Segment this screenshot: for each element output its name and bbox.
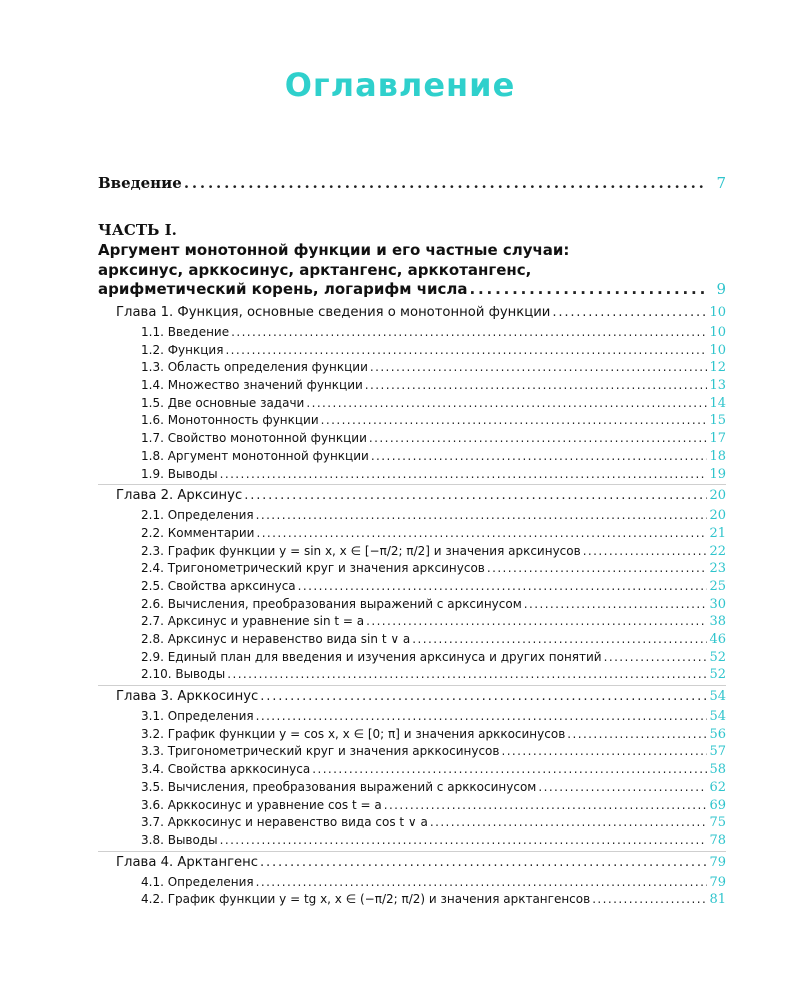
leader-dots <box>501 744 707 758</box>
leader-dots <box>592 892 707 906</box>
toc-entry-label: 2.8. Арксинус и неравенство вида sin t ∨ a <box>141 632 411 646</box>
table-of-contents <box>98 172 726 910</box>
chapter-block <box>98 851 726 910</box>
chapter-block <box>98 685 726 851</box>
toc-entry-label: 1.3. Область определения функции <box>141 360 368 375</box>
toc-entry-label: 1.1. Введение <box>141 325 230 339</box>
toc-entry-section[interactable] <box>98 632 726 650</box>
leader-dots <box>256 875 708 889</box>
toc-page-number: 10 <box>709 305 726 320</box>
toc-entry-label: 3.4. Свойства арккосинуса <box>141 762 311 777</box>
toc-page-number: 62 <box>709 779 726 795</box>
toc-entry-section[interactable] <box>98 360 726 378</box>
toc-entry-section[interactable] <box>98 467 726 485</box>
toc-page-number: 78 <box>709 832 726 848</box>
chapter-block <box>98 305 726 484</box>
toc-page-number: 21 <box>709 525 726 541</box>
toc-page-number: 52 <box>709 667 726 683</box>
leader-dots <box>538 780 707 794</box>
leader-dots <box>524 597 708 611</box>
toc-entry-section[interactable] <box>98 892 726 910</box>
toc-page-number: 46 <box>709 632 726 647</box>
toc-entry-section[interactable] <box>98 744 726 762</box>
toc-page-number: 38 <box>709 614 726 630</box>
toc-entry-section[interactable] <box>98 325 726 343</box>
toc-entry-label: 3.2. График функции y = cos x, x ∈ [0; π] и значения арккосинусов <box>141 726 566 741</box>
toc-entry-label: 2.3. График функции y = sin x, x ∈ [−π/2; π/2] и значения арксинусов <box>141 543 581 558</box>
toc-page-number: 56 <box>709 726 726 742</box>
toc-page-number: 22 <box>709 543 726 559</box>
leader-dots <box>231 325 707 339</box>
toc-page-number: 58 <box>709 762 726 778</box>
toc-entry-section[interactable] <box>98 833 726 851</box>
toc-entry-label: 2.4. Тригонометрический круг и значения арксинусов <box>141 561 485 576</box>
toc-entry-section[interactable] <box>98 579 726 597</box>
toc-page-number: 79 <box>709 854 726 870</box>
toc-page-number: 10 <box>709 325 726 340</box>
toc-entry-label: 2.5. Свойства арксинуса <box>141 578 296 593</box>
toc-entry-label: 2.1. Определения <box>141 508 254 523</box>
leader-dots <box>184 174 708 192</box>
toc-entry-section[interactable] <box>98 727 726 745</box>
leader-dots <box>256 526 707 540</box>
toc-entry-section[interactable] <box>98 526 726 544</box>
toc-entry-label: 3.3. Тригонометрический круг и значения арккосинусов <box>141 744 500 759</box>
toc-entry-label: 1.9. Выводы <box>141 466 218 481</box>
toc-entry-label: 4.1. Определения <box>141 874 254 889</box>
toc-entry-section[interactable] <box>98 449 726 467</box>
toc-entry-label: 3.8. Выводы <box>141 832 218 847</box>
leader-dots <box>470 280 708 298</box>
chapter-list <box>98 305 726 910</box>
toc-entry-part[interactable] <box>98 280 726 302</box>
toc-page-number: 10 <box>709 342 726 358</box>
toc-entry-section[interactable] <box>98 650 726 668</box>
toc-entry-label: 1.6. Монотонность функции <box>141 413 319 428</box>
leader-dots <box>220 467 708 481</box>
leader-dots <box>312 762 707 776</box>
leader-dots <box>366 614 707 628</box>
part-label: ЧАСТЬ I. <box>98 221 177 239</box>
toc-page-number: 20 <box>709 488 726 504</box>
toc-entry-section[interactable] <box>98 343 726 361</box>
toc-entry-section[interactable] <box>98 508 726 526</box>
toc-entry-label: 2.7. Арксинус и уравнение sin t = a <box>141 614 365 629</box>
toc-entry-section[interactable] <box>98 762 726 780</box>
toc-entry-label: 1.4. Множество значений функции <box>141 378 363 393</box>
toc-entry-section[interactable] <box>98 378 726 396</box>
leader-dots <box>256 508 708 522</box>
leader-dots <box>365 378 708 392</box>
toc-entry-section[interactable] <box>98 875 726 893</box>
toc-entry-section[interactable] <box>98 780 726 798</box>
toc-entry-label: 3.5. Вычисления, преобразования выражений с арккосинусом <box>141 779 537 794</box>
toc-entry-section[interactable] <box>98 614 726 632</box>
page-title: Оглавление <box>284 66 516 104</box>
part-title-line: Аргумент монотонной функции и его частные случаи: <box>98 241 570 259</box>
toc-entry-label: 1.8. Аргумент монотонной функции <box>141 448 369 463</box>
leader-dots <box>487 561 708 575</box>
toc-entry-label: 1.7. Свойство монотонной функции <box>141 431 367 446</box>
leader-dots <box>371 449 708 463</box>
leader-dots <box>567 727 707 741</box>
toc-page-number: 30 <box>709 596 726 612</box>
toc-page-number: 12 <box>709 360 726 376</box>
part-heading <box>98 220 726 280</box>
leader-dots <box>369 431 708 445</box>
toc-page-number: 52 <box>709 649 726 665</box>
toc-entry-introduction[interactable] <box>98 174 726 200</box>
toc-page-number: 9 <box>716 280 726 298</box>
leader-dots <box>244 488 707 503</box>
leader-dots <box>604 650 708 664</box>
toc-page-number: 79 <box>709 874 726 890</box>
toc-entry-chapter[interactable] <box>98 305 726 325</box>
toc-entry-label: 3.7. Арккосинус и неравенство вида cos t ∨ a <box>141 815 428 830</box>
leader-dots <box>370 360 708 374</box>
toc-page-number: 13 <box>709 378 726 394</box>
toc-entry-section[interactable] <box>98 667 726 685</box>
toc-entry-section[interactable] <box>98 798 726 816</box>
leader-dots <box>306 396 707 410</box>
toc-page-number: 18 <box>709 448 726 464</box>
toc-entry-label: Глава 4. Арктангенс <box>116 854 259 870</box>
toc-entry-section[interactable] <box>98 431 726 449</box>
toc-entry-label: Введение <box>98 174 182 192</box>
part-title-line: арифметический корень, логарифм числа <box>98 280 468 298</box>
leader-dots <box>260 689 707 704</box>
toc-page-number: 57 <box>709 744 726 760</box>
leader-dots <box>412 632 707 646</box>
toc-page-number: 17 <box>709 431 726 447</box>
part-title-line: арксинус, арккосинус, арктангенс, арккотангенс, <box>98 261 532 279</box>
toc-entry-label: Глава 1. Функция, основные сведения о монотонной функции <box>116 305 551 320</box>
toc-entry-label: 3.6. Арккосинус и уравнение cos t = a <box>141 797 382 812</box>
toc-page-number: 69 <box>709 797 726 813</box>
toc-page-number: 15 <box>709 413 726 429</box>
toc-entry-label: 2.9. Единый план для введения и изучения арксинуса и других понятий <box>141 649 602 664</box>
toc-page-number: 14 <box>709 395 726 411</box>
toc-entry-label: 1.2. Функция <box>141 342 224 357</box>
toc-page-number: 7 <box>716 174 726 192</box>
chapter-block <box>98 484 726 685</box>
toc-entry-label: 1.5. Две основные задачи <box>141 395 305 410</box>
leader-dots <box>260 855 707 870</box>
toc-entry-label: 3.1. Определения <box>141 709 254 724</box>
toc-page-number: 19 <box>709 466 726 482</box>
leader-dots <box>227 667 707 681</box>
toc-entry-section[interactable] <box>98 413 726 431</box>
toc-page-number: 23 <box>709 561 726 577</box>
toc-page-number: 81 <box>709 892 726 908</box>
toc-entry-label: Глава 2. Арксинус <box>116 488 243 504</box>
leader-dots <box>552 305 707 320</box>
toc-entry-chapter[interactable] <box>98 488 726 508</box>
leader-dots <box>430 815 708 829</box>
toc-entry-chapter[interactable] <box>98 689 726 709</box>
leader-dots <box>220 833 708 847</box>
toc-entry-label: 2.2. Комментарии <box>141 525 255 540</box>
toc-entry-section[interactable] <box>98 709 726 727</box>
toc-entry-section[interactable] <box>98 815 726 833</box>
toc-entry-label: 4.2. График функции y = tg x, x ∈ (−π/2; π/2) и значения арктангенсов <box>141 892 591 907</box>
toc-page-number: 75 <box>709 815 726 831</box>
leader-dots <box>225 343 707 357</box>
toc-entry-label: 2.10. Выводы <box>141 667 226 682</box>
leader-dots <box>583 544 708 558</box>
toc-page-number: 54 <box>709 709 726 725</box>
leader-dots <box>384 798 708 812</box>
toc-page-number: 20 <box>709 508 726 524</box>
toc-entry-section[interactable] <box>98 396 726 414</box>
toc-entry-label: Глава 3. Арккосинус <box>116 689 259 705</box>
leader-dots <box>298 579 708 593</box>
leader-dots <box>321 413 708 427</box>
toc-entry-label: 2.6. Вычисления, преобразования выражений с арксинусом <box>141 596 522 611</box>
toc-entry-section[interactable] <box>98 544 726 562</box>
toc-page-number: 25 <box>709 578 726 594</box>
toc-entry-section[interactable] <box>98 561 726 579</box>
toc-entry-section[interactable] <box>98 597 726 615</box>
toc-page-number: 54 <box>709 689 726 705</box>
leader-dots <box>256 709 708 723</box>
toc-entry-chapter[interactable] <box>98 855 726 875</box>
